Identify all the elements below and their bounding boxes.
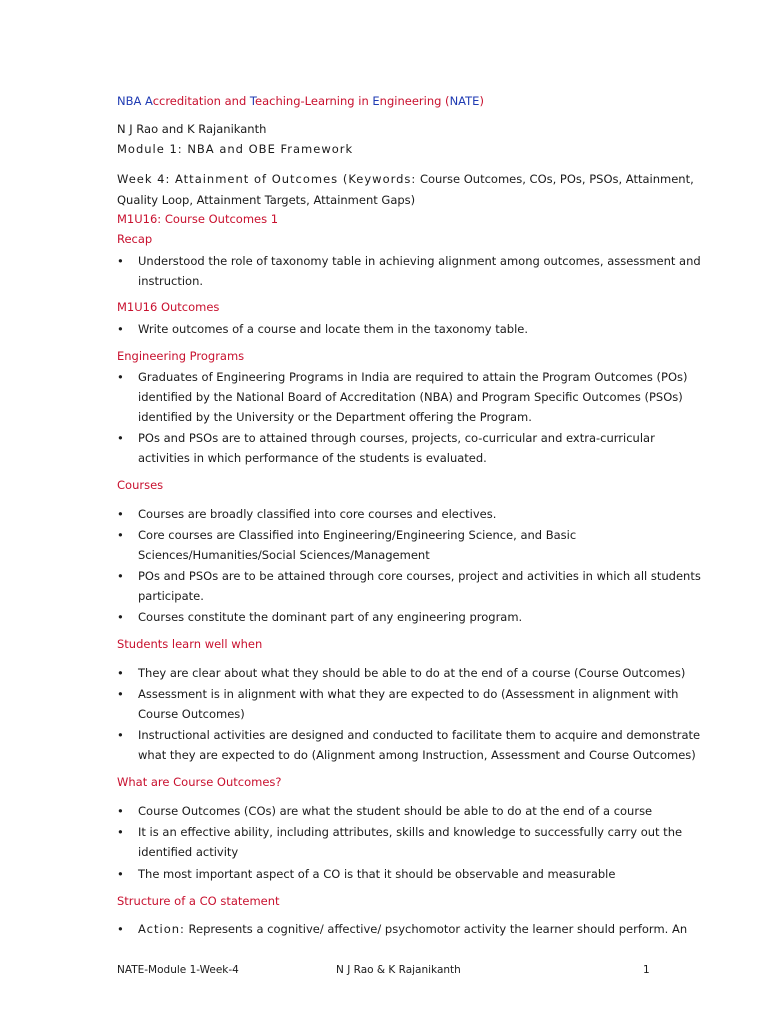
footer-center: N J Rao & K Rajanikanth [336,964,461,976]
bullet-icon: • [117,569,124,583]
title-part: eaching-Learning in [255,94,373,108]
list-item-text: identified activity [138,845,239,859]
page-number: 1 [643,964,650,976]
engineering-programs-heading: Engineering Programs [117,349,245,363]
list-item-text: Courses are broadly classified into core courses and electives. [138,507,497,521]
week-line-2: Quality Loop, Attainment Targets, Attainment Gaps) [117,193,416,207]
list-item-text: Course Outcomes (COs) are what the student should be able to do at the end of a course [138,804,653,818]
courses-heading: Courses [117,478,164,492]
unit-heading: M1U16: Course Outcomes 1 [117,212,279,226]
bullet-icon: • [117,370,124,384]
list-item-text: Assessment is in alignment with what they are expected to do (Assessment in alignment with [138,687,679,701]
bullet-icon: • [117,666,124,680]
title-part: ccreditation and [152,94,250,108]
list-item-text: Understood the role of taxonomy table in achieving alignment among outcomes, assessment and [138,254,701,268]
list-item-text: Graduates of Engineering Programs in India are required to attain the Program Outcomes (POs) [138,370,688,384]
bullet-icon: • [117,867,124,881]
bullet-icon: • [117,825,124,839]
list-item-text: instruction. [138,274,204,288]
title-part: NATE [449,94,480,108]
week-keywords: Course Outcomes, COs, POs, PSOs, Attainment, [416,172,694,186]
bullet-icon: • [117,687,124,701]
list-item-text: Core courses are Classified into Engineering/Engineering Science, and Basic [138,528,577,542]
bullet-icon: • [117,254,124,268]
bullet-icon: • [117,431,124,445]
bullet-icon: • [117,528,124,542]
authors: N J Rao and K Rajanikanth [117,122,267,136]
list-item-text: identified by the University or the Department offering the Program. [138,410,532,424]
title-part: ) [479,94,484,108]
bullet-icon: • [117,507,124,521]
footer-left: NATE-Module 1-Week-4 [117,964,239,976]
document-title [117,93,484,109]
bullet-icon: • [117,610,124,624]
week-label: Week 4: Attainment of Outcomes (Keywords: [117,172,417,186]
title-part: A [145,94,153,108]
what-are-cos-heading: What are Course Outcomes? [117,775,282,789]
list-item-text: They are clear about what they should be able to do at the end of a course (Course Outcomes) [138,666,686,680]
bullet-icon: • [117,804,124,818]
recap-heading: Recap [117,232,153,246]
week-line-1 [117,171,694,187]
title-part: NBA [117,94,142,108]
list-item-text: Instructional activities are designed and conducted to facilitate them to acquire and demonstrate [138,728,701,742]
structure-heading: Structure of a CO statement [117,894,280,908]
list-item-text: Sciences/Humanities/Social Sciences/Management [138,548,430,562]
list-item-text: It is an effective ability, including attributes, skills and knowledge to successfully carry out the [138,825,683,839]
list-item-text: The most important aspect of a CO is that it should be observable and measurable [138,867,616,881]
list-item-text: POs and PSOs are to attained through courses, projects, co-curricular and extra-curricular [138,431,655,445]
list-item-text [138,921,687,937]
list-item-text: POs and PSOs are to be attained through core courses, project and activities in which all students [138,569,701,583]
list-item-text: Course Outcomes) [138,707,245,721]
action-label: Action: [138,922,185,936]
list-item-text: identified by the National Board of Accreditation (NBA) and Program Specific Outcomes (PSOs) [138,390,683,404]
list-item-text: what they are expected to do (Alignment among Instruction, Assessment and Course Outcomes) [138,748,696,762]
list-item-text: Courses constitute the dominant part of any engineering program. [138,610,523,624]
students-heading: Students learn well when [117,637,263,651]
list-item-text: activities in which performance of the students is evaluated. [138,451,487,465]
list-item-text: participate. [138,589,204,603]
bullet-icon: • [117,728,124,742]
title-part: E [372,94,380,108]
title-part: ngineering ( [379,94,450,108]
bullet-icon: • [117,322,124,336]
outcomes-heading: M1U16 Outcomes [117,300,220,314]
action-description: Represents a cognitive/ affective/ psychomotor activity the learner should perform. An [184,922,688,936]
module-title: Module 1: NBA and OBE Framework [117,142,354,156]
list-item-text: Write outcomes of a course and locate them in the taxonomy table. [138,322,529,336]
bullet-icon: • [117,922,124,936]
title-part: T [249,94,255,108]
